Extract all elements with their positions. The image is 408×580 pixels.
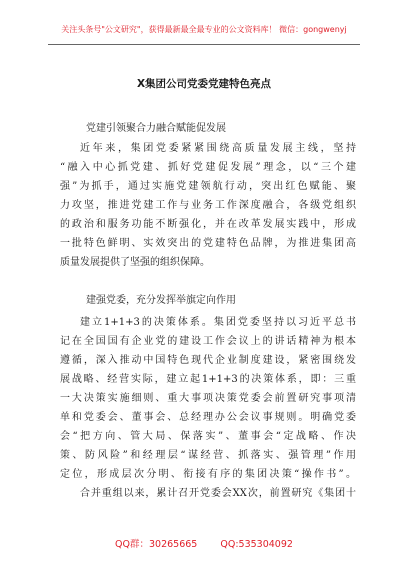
paragraph-line: 一大决策实施细则、重大事项决策党委会前置研究事项清 — [60, 393, 356, 404]
paragraph-line: 力攻坚，推进党建工作与业务工作深度融合，各级党组织 — [60, 200, 356, 211]
paragraph-line: 强”为抓手，通过实施党建领航行动，突出红色赋能、聚 — [60, 181, 356, 192]
paragraph-line: 质量发展提供了坚强的组织保障。 — [60, 257, 210, 268]
paragraph-line: 遵循，深入推动中国特色现代企业制度建设，紧密围绕发 — [60, 355, 356, 366]
paragraph-1 — [60, 139, 356, 272]
paragraph-line: 建立1+1+3的决策体系。集团党委坚持以习近平总书 — [80, 317, 356, 328]
paragraph-line: 近年来，集团党委紧紧围绕高质量发展主线，坚持 — [80, 143, 356, 154]
paragraph-line: 的政治和服务功能不断强化，并在改革发展实践中，形成 — [60, 219, 356, 230]
paragraph-line: 合并重组以来，累计召开党委会XX次，前置研究《集团十 — [80, 488, 356, 499]
paragraph-line: “融入中心抓党建、抓好党建促发展”理念，以“三个建 — [60, 162, 356, 173]
paragraph-line: 一批特色鲜明、实效突出的党建特色品牌，为推进集团高 — [60, 238, 356, 249]
footer — [0, 536, 408, 550]
paragraph-line: 策、防风险”和经理层“谋经营、抓落实、强管理”作用 — [60, 450, 356, 461]
paragraph-line: 记在全国国有企业党的建设工作会议上的讲话精神为根本 — [60, 336, 356, 347]
header-banner: 关注头条号"公文研究"，获得最新最全最专业的公文资料库！ 微信：gongwenyj — [61, 25, 347, 34]
paragraph-line: 会“把方向、管大局、保落实”、董事会“定战略、作决 — [60, 431, 356, 442]
paragraph-line: 展战略、经营实际，建立起1+1+3的决策体系，即：三重 — [60, 374, 356, 385]
page-title: X集团公司党委党建特色亮点 — [136, 78, 272, 90]
paragraph-line: 定位，形成层次分明、衔接有序的集团决策“操作书”。 — [60, 469, 356, 480]
section-heading: 党建引领聚合力融合赋能促发展 — [86, 123, 226, 134]
footer-qq: QQ:535304092 — [220, 539, 293, 550]
section-heading: 建强党委，充分发挥举旗定向作用 — [86, 295, 236, 306]
paragraph-line: 单和党委会、董事会、总经理办公会议事规则。明确党委 — [60, 412, 356, 423]
paragraph-2 — [60, 313, 356, 503]
header-divider — [48, 44, 360, 45]
footer-qq-group: QQ群：30265665 — [115, 539, 198, 550]
